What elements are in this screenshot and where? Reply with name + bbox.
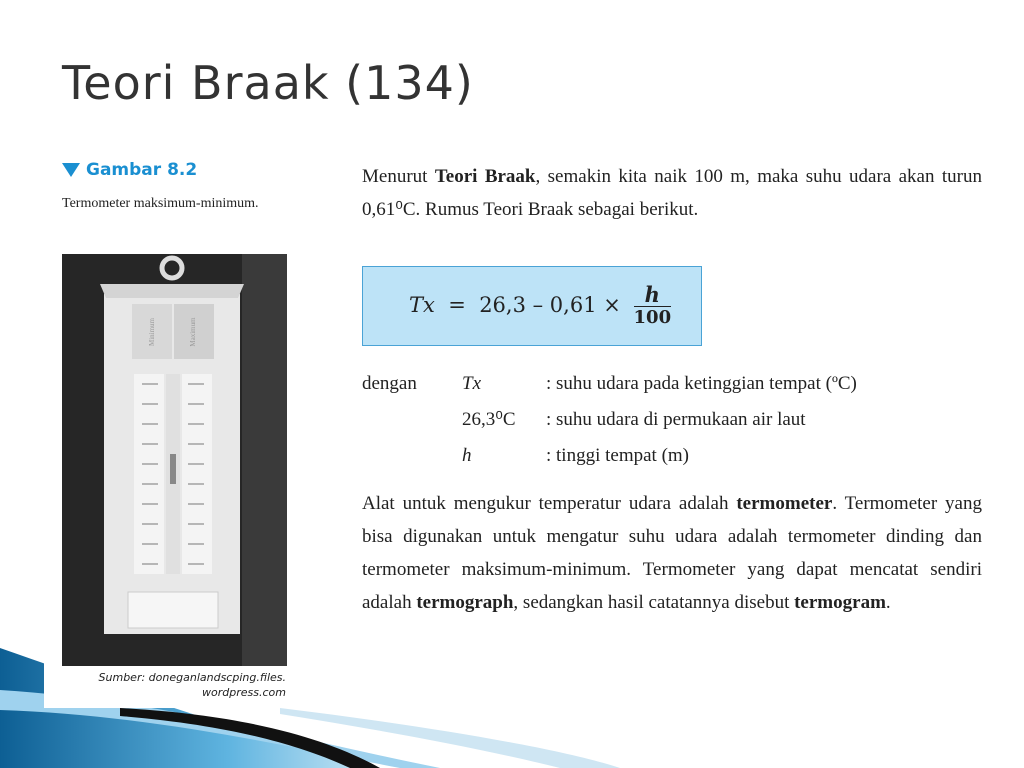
formula-lhs: Tx bbox=[409, 293, 435, 317]
definition-row bbox=[462, 366, 857, 402]
figure-label-text: Gambar 8.2 bbox=[86, 160, 198, 180]
definition-symbol: Tx bbox=[462, 373, 481, 394]
photo-scale-right-label: Maximum bbox=[189, 317, 197, 347]
text-run: . Termometer yang bisa digunakan untuk mengatur suhu udara adalah termometer dinding dan termometer maksimum-minimum. Termometer yang dapat mencatat sendiri adalah bbox=[362, 493, 982, 613]
triangle-down-icon bbox=[62, 163, 80, 177]
formula-fraction bbox=[634, 284, 672, 329]
figure-label bbox=[62, 160, 197, 180]
definition-desc: : tinggi tempat (m) bbox=[546, 445, 690, 466]
paragraph-intro bbox=[362, 160, 982, 226]
source-line-1: Sumber: doneganlandscping.files. bbox=[98, 671, 286, 684]
fraction-numerator: h bbox=[634, 284, 672, 307]
bold-term: termogram bbox=[794, 592, 886, 613]
definition-row bbox=[462, 438, 689, 474]
text-run: Alat untuk mengukur temperatur udara adalah bbox=[362, 493, 737, 514]
text-run: Menurut bbox=[362, 166, 435, 187]
source-line-2: wordpress.com bbox=[202, 686, 286, 699]
thermometer-illustration bbox=[62, 254, 287, 666]
formula-rhs: 26,3 – 0,61 × bbox=[479, 293, 621, 317]
thermometer-photo bbox=[62, 254, 287, 666]
paragraph-instruments bbox=[362, 487, 982, 619]
definition-symbol: 26,3⁰C bbox=[462, 409, 516, 430]
figure-source bbox=[60, 670, 286, 700]
text-run: . bbox=[885, 592, 891, 613]
definition-row bbox=[462, 402, 806, 438]
formula-box bbox=[362, 266, 702, 346]
text-run: , sedangkan hasil catatannya disebut bbox=[513, 592, 795, 613]
figure-caption: Termometer maksimum-minimum. bbox=[62, 196, 259, 211]
definition-desc: : suhu udara pada ketinggian tempat (ºC) bbox=[546, 373, 857, 394]
text-run: , semakin kita naik 100 m, maka suhu udara akan turun 0,61⁰C. Rumus Teori Braak sebagai berikut. bbox=[362, 166, 983, 220]
slide-title: Teori Braak (134) bbox=[62, 56, 474, 110]
definition-desc: : suhu udara di permukaan air laut bbox=[546, 409, 806, 430]
definition-symbol: h bbox=[462, 445, 472, 466]
bold-term: Teori Braak bbox=[434, 166, 536, 187]
definitions-lead: dengan bbox=[362, 373, 417, 394]
formula-equals: = bbox=[448, 293, 466, 317]
bold-term: termograph bbox=[416, 592, 514, 613]
braak-formula bbox=[409, 284, 671, 329]
fraction-denominator: 100 bbox=[633, 307, 672, 328]
photo-scale-left-label: Minimum bbox=[148, 317, 156, 347]
bold-term: termometer bbox=[736, 493, 833, 514]
